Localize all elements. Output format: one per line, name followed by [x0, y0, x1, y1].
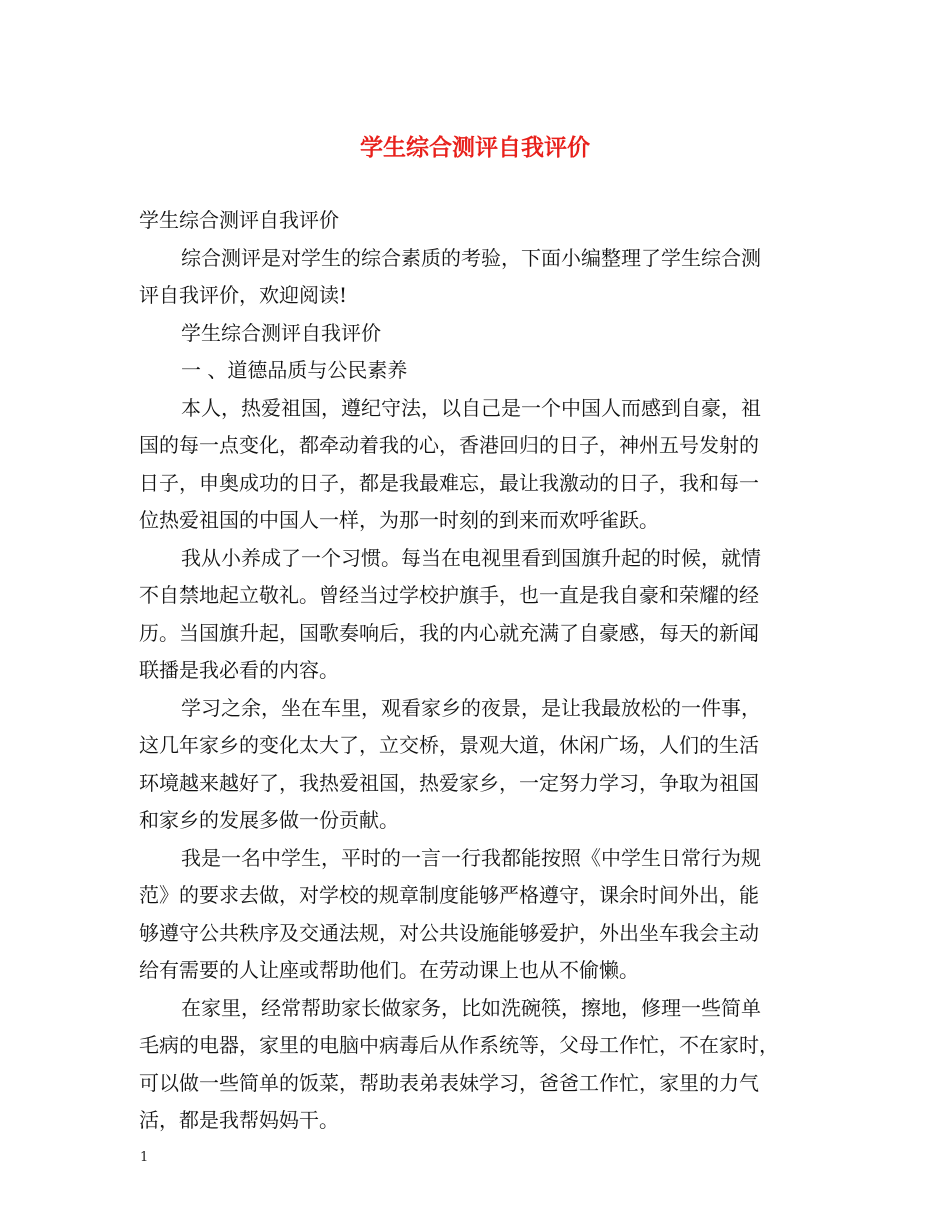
section-heading: 一 、道德品质与公民素养 — [181, 358, 408, 382]
text-line: 够遵守公共秩序及交通法规，对公共设施能够爱护，外出坐车我会主动 — [139, 920, 759, 945]
text-line: 不自禁地起立敬礼。曾经当过学校护旗手，也一直是我自豪和荣耀的经 — [139, 583, 759, 607]
text-line: 综合测评是对学生的综合素质的考验，下面小编整理了学生综合测 — [181, 245, 761, 270]
page-number: 1 — [140, 1150, 149, 1165]
text-line: 可以做一些简单的饭菜，帮助表弟表妹学习，爸爸工作忙，家里的力气 — [139, 1070, 759, 1095]
text-line: 学习之余，坐在车里，观看家乡的夜景，是让我最放松的一件事， — [181, 695, 761, 720]
text-line: 本人，热爱祖国，遵纪守法，以自己是一个中国人而感到自豪，祖 — [181, 395, 761, 420]
text-line: 评自我评价，欢迎阅读! — [139, 283, 348, 307]
text-line: 毛病的电器，家里的电脑中病毒后从作系统等，父母工作忙，不在家时， — [139, 1033, 779, 1057]
text-line: 范》的要求去做，对学校的规章制度能够严格遵守，课余时间外出，能 — [139, 883, 759, 907]
text-line: 和家乡的发展多做一份贡献。 — [139, 808, 399, 832]
text-line: 国的每一点变化，都牵动着我的心，香港回归的日子，神州五号发射的 — [139, 433, 759, 457]
text-line: 在家里，经常帮助家长做家务，比如洗碗筷，擦地，修理一些简单 — [181, 995, 761, 1020]
text-line: 联播是我必看的内容。 — [139, 658, 339, 682]
text-line: 给有需要的人让座或帮助他们。在劳动课上也从不偷懒。 — [139, 958, 639, 982]
text-line: 环境越来越好了，我热爱祖国，热爱家乡，一定努力学习，争取为祖国 — [139, 770, 759, 795]
text-line: 活，都是我帮妈妈干。 — [139, 1108, 339, 1132]
document-body — [139, 202, 815, 1140]
text-line: 这几年家乡的变化太大了，立交桥，景观大道，休闲广场，人们的生活 — [139, 733, 759, 757]
text-line: 我是一名中学生，平时的一言一行我都能按照《中学生日常行为规 — [181, 845, 761, 870]
document-title: 学生综合测评自我评价 — [360, 134, 590, 161]
text-line: 学生综合测评自我评价 — [139, 208, 339, 232]
text-line: 我从小养成了一个习惯。每当在电视里看到国旗升起的时候，就情 — [181, 545, 761, 570]
text-line: 日子，申奥成功的日子，都是我最难忘，最让我激动的日子，我和每一 — [139, 470, 759, 495]
text-line: 历。当国旗升起，国歌奏响后，我的内心就充满了自豪感，每天的新闻 — [139, 620, 759, 645]
text-line: 位热爱祖国的中国人一样，为那一时刻的到来而欢呼雀跃。 — [139, 508, 659, 532]
text-line: 学生综合测评自我评价 — [181, 320, 381, 345]
